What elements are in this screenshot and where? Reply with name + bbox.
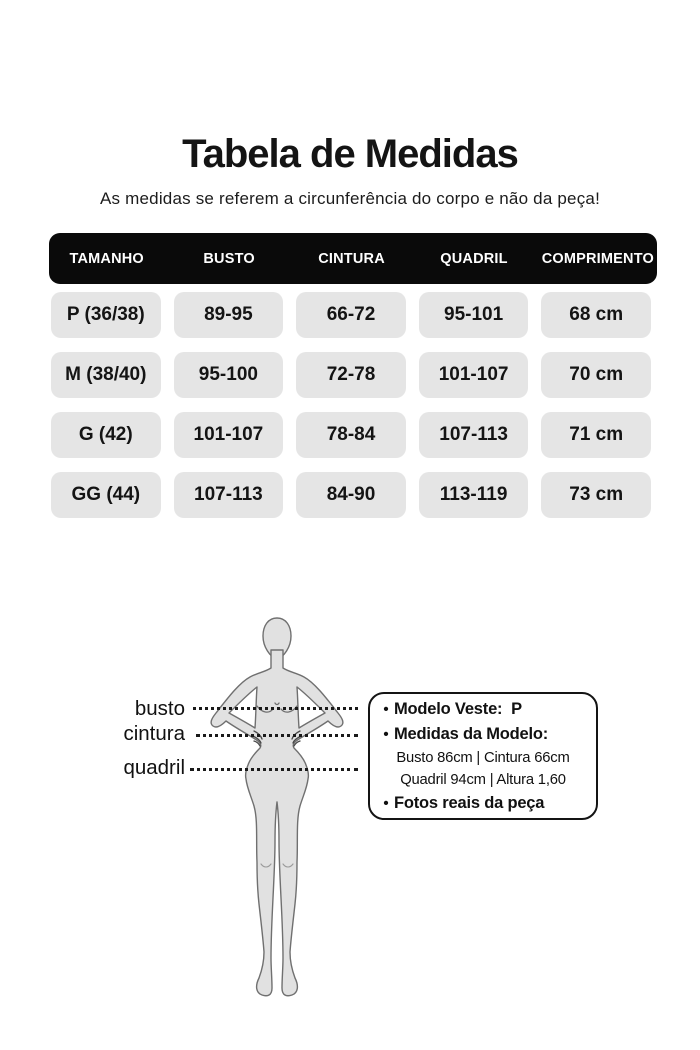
header-cell-comprimento: COMPRIMENTO bbox=[541, 250, 654, 267]
header-cell-quadril: QUADRIL bbox=[440, 250, 508, 267]
quadril-cell: 107-113 bbox=[419, 412, 529, 458]
cintura-cell: 72-78 bbox=[296, 352, 406, 398]
cintura-label: cintura bbox=[123, 722, 185, 745]
busto-cell: 101-107 bbox=[174, 412, 284, 458]
quadril-cell: 101-107 bbox=[419, 352, 529, 398]
comprimento-cell: 70 cm bbox=[541, 352, 651, 398]
quadril-cell: 113-119 bbox=[419, 472, 529, 518]
busto-measure-line bbox=[193, 707, 358, 710]
model-info-item bbox=[378, 697, 588, 722]
quadril-label: quadril bbox=[123, 756, 185, 779]
quadril-cell: 95-101 bbox=[419, 292, 529, 338]
busto-label: busto bbox=[134, 697, 185, 720]
size-cell: P (36/38) bbox=[51, 292, 161, 338]
cintura-cell: 84-90 bbox=[296, 472, 406, 518]
quadril-measure-line bbox=[190, 768, 358, 771]
size-cell: M (38/40) bbox=[51, 352, 161, 398]
header-cell-busto: BUSTO bbox=[203, 250, 255, 267]
bullet-icon: • bbox=[383, 795, 389, 812]
cintura-cell: 66-72 bbox=[296, 292, 406, 338]
comprimento-cell: 68 cm bbox=[541, 292, 651, 338]
busto-cell: 107-113 bbox=[174, 472, 284, 518]
model-info-item bbox=[378, 791, 588, 816]
cintura-measure-line bbox=[196, 734, 358, 737]
page-title: Tabela de Medidas bbox=[182, 132, 518, 176]
size-cell: GG (44) bbox=[51, 472, 161, 518]
model-info-box bbox=[368, 692, 598, 820]
comprimento-cell: 71 cm bbox=[541, 412, 651, 458]
model-bust-waist-text: Busto 86cm | Cintura 66cm bbox=[396, 750, 570, 766]
size-table-body bbox=[51, 292, 651, 518]
bullet-icon: • bbox=[383, 726, 389, 743]
size-table-header bbox=[49, 233, 657, 284]
busto-cell: 95-100 bbox=[174, 352, 284, 398]
busto-cell: 89-95 bbox=[174, 292, 284, 338]
size-cell: G (42) bbox=[51, 412, 161, 458]
model-info-item bbox=[378, 722, 588, 747]
bullet-icon: • bbox=[383, 701, 389, 718]
header-cell-cintura: CINTURA bbox=[318, 250, 385, 267]
mannequin-figure-icon bbox=[205, 612, 349, 1002]
model-hip-height-text: Quadril 94cm | Altura 1,60 bbox=[400, 772, 566, 788]
cintura-cell: 78-84 bbox=[296, 412, 406, 458]
comprimento-cell: 73 cm bbox=[541, 472, 651, 518]
header-cell-tamanho: TAMANHO bbox=[69, 250, 144, 267]
page-subtitle: As medidas se referem a circunferência do corpo e não da peça! bbox=[99, 189, 600, 208]
model-measures-heading: Medidas da Modelo: bbox=[394, 725, 549, 743]
model-wears-text: Modelo Veste: P bbox=[394, 700, 522, 718]
real-photos-text: Fotos reais da peça bbox=[394, 794, 545, 812]
